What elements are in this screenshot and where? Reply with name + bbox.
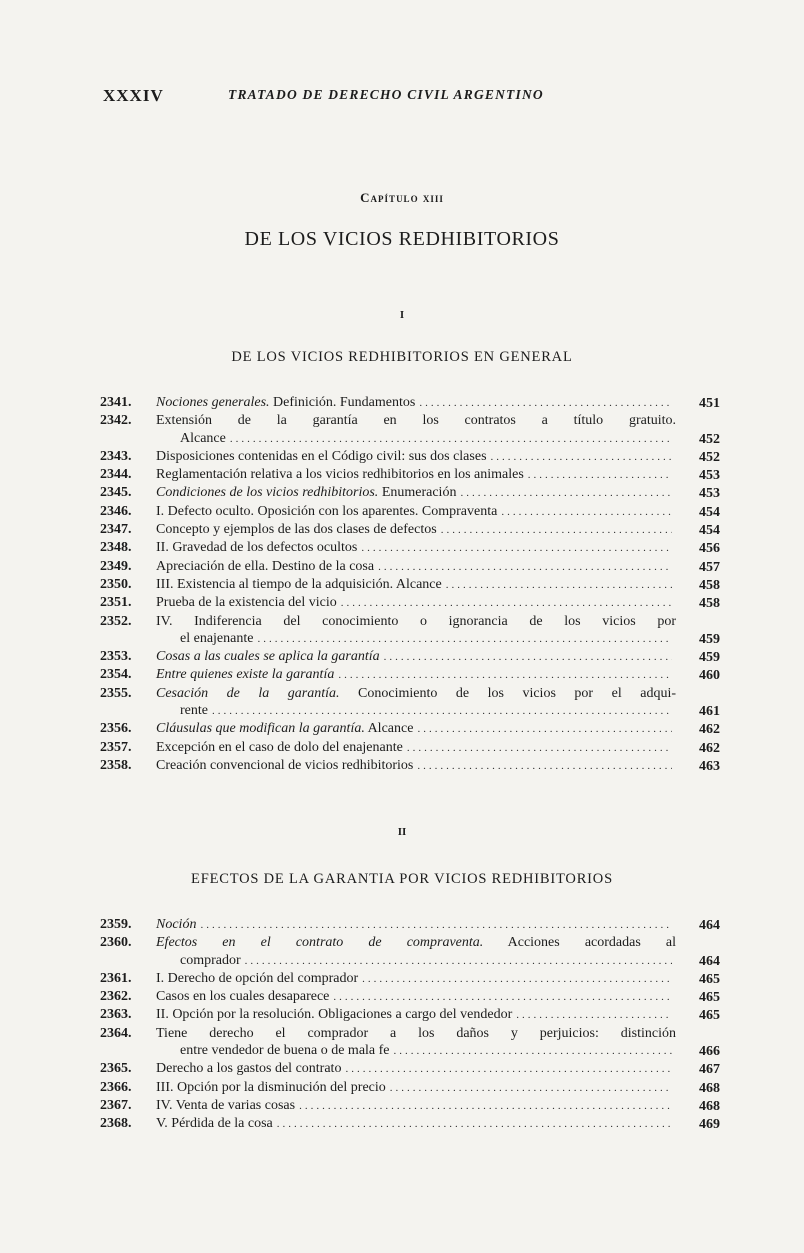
entry-page-number: 467 — [699, 1062, 720, 1078]
entry-page-number: 453 — [699, 468, 720, 484]
entry-text: I. Derecho de opción del comprador — [156, 970, 359, 986]
entry-number: 2345. — [100, 485, 132, 501]
leader-dots — [338, 667, 672, 684]
entry-page-number: 460 — [699, 668, 720, 684]
entry-number: 2347. — [100, 522, 132, 538]
leader-dots — [384, 649, 672, 666]
toc-entry — [100, 539, 720, 557]
folio: XXXIV — [103, 86, 164, 105]
entry-page-number: 457 — [699, 559, 720, 575]
entry-text: Casos en los cuales desaparece — [156, 989, 330, 1005]
leader-dots — [407, 740, 672, 757]
entry-number: 2353. — [100, 649, 132, 665]
entry-page-number: 466 — [699, 1044, 720, 1060]
toc-entry — [100, 466, 720, 484]
leader-dots — [200, 917, 672, 934]
entry-text: Excepción en el caso de dolo del enajenante — [156, 739, 403, 755]
leader-dots — [501, 504, 672, 521]
entry-number: 2346. — [100, 503, 132, 519]
entry-text: Concepto y ejemplos de las dos clases de defectos — [156, 522, 437, 538]
entry-number: 2357. — [100, 739, 132, 755]
entry-number: 2367. — [100, 1097, 132, 1113]
leader-dots — [341, 595, 672, 612]
entry-page-number: 452 — [699, 449, 720, 465]
section-number: I — [399, 309, 405, 321]
leader-dots — [528, 467, 672, 484]
entry-italic-title: Cláusulas que modifican la garantía. — [156, 721, 365, 737]
entry-text: III. Opción por la disminución del precio — [156, 1079, 386, 1095]
leader-dots — [230, 431, 672, 448]
entry-text: Conocimiento de los vicios por el adqui- — [339, 685, 676, 701]
entry-page-number: 454 — [699, 504, 720, 520]
toc-entry — [100, 685, 720, 721]
leader-dots — [333, 989, 672, 1006]
leader-dots — [516, 1007, 672, 1024]
entry-page-number: 454 — [699, 523, 720, 539]
toc-list — [100, 394, 720, 775]
toc-entry — [100, 757, 720, 775]
entry-number: 2355. — [100, 685, 132, 701]
toc-entry — [100, 594, 720, 612]
entry-page-number: 468 — [699, 1098, 720, 1114]
toc-entry — [100, 613, 720, 649]
entry-text: Reglamentación relativa a los vicios redhibitorios en los animales — [156, 467, 524, 483]
entry-number: 2363. — [100, 1007, 132, 1023]
toc-entry — [100, 558, 720, 576]
entry-text: II. Gravedad de los defectos ocultos — [156, 540, 358, 556]
leader-dots — [460, 485, 672, 502]
entry-text: Prueba de la existencia del vicio — [156, 595, 337, 611]
leader-dots — [257, 631, 672, 648]
leader-dots — [245, 953, 672, 970]
entry-italic-title: Condiciones de los vicios redhibitorios. — [156, 485, 379, 501]
entry-text: V. Pérdida de la cosa — [156, 1116, 273, 1132]
leader-dots — [212, 703, 672, 720]
entry-page-number: 465 — [699, 1008, 720, 1024]
entry-page-number: 462 — [699, 740, 720, 756]
toc-entry — [100, 1115, 720, 1133]
entry-text: Disposiciones contenidas en el Código civil: sus dos clases — [156, 448, 487, 464]
entry-page-number: 464 — [699, 918, 720, 933]
entry-italic-title: Entre quienes existe la garantía — [156, 667, 335, 683]
entry-text: IV. Venta de varias cosas — [156, 1097, 296, 1113]
entry-number: 2366. — [100, 1079, 132, 1095]
leader-dots — [441, 522, 672, 539]
section-title: DE LOS VICIOS REDHIBITORIOS EN GENERAL — [231, 349, 573, 365]
entry-text: entre vendedor de buena o de mala fe — [180, 1043, 390, 1059]
chapter-title: DE LOS VICIOS REDHIBITORIOS — [244, 228, 560, 250]
entry-page-number: 469 — [699, 1117, 720, 1133]
toc-entry — [100, 970, 720, 988]
entry-number: 2352. — [100, 613, 132, 629]
entry-number: 2341. — [100, 395, 132, 410]
section-number: II — [397, 826, 407, 838]
toc-entry — [100, 576, 720, 594]
entry-text: Alcance — [364, 721, 414, 737]
entry-number: 2368. — [100, 1116, 132, 1132]
entry-number: 2348. — [100, 540, 132, 556]
entry-page-number: 453 — [699, 486, 720, 502]
entry-text: Acciones acordadas al — [483, 935, 676, 951]
entry-italic-title: Nociones generales. — [156, 395, 270, 410]
toc-entry — [100, 484, 720, 502]
leader-dots — [491, 449, 672, 466]
toc-entry — [100, 412, 720, 448]
leader-dots — [277, 1116, 672, 1133]
leader-dots — [361, 540, 672, 557]
entry-text: Extensión de la garantía en los contratos a título gratuito. — [156, 413, 676, 429]
entry-page-number: 456 — [699, 541, 720, 557]
entry-number: 2358. — [100, 757, 132, 773]
entry-page-number: 458 — [699, 577, 720, 593]
toc-entry — [100, 739, 720, 757]
running-title: TRATADO DE DERECHO CIVIL ARGENTINO — [228, 87, 544, 102]
entry-number: 2351. — [100, 595, 132, 611]
toc-entry — [100, 916, 720, 934]
toc-list — [100, 916, 720, 1134]
entry-number: 2360. — [100, 935, 132, 951]
entry-page-number: 459 — [699, 650, 720, 666]
toc-entry — [100, 1097, 720, 1115]
leader-dots — [390, 1080, 672, 1097]
entry-text: I. Defecto oculto. Oposición con los aparentes. Compraventa — [156, 503, 498, 519]
section-title: EFECTOS DE LA GARANTIA POR VICIOS REDHIBITORIOS — [191, 871, 613, 887]
toc-entry — [100, 1006, 720, 1024]
entry-number: 2343. — [100, 448, 132, 464]
entry-number: 2361. — [100, 970, 132, 986]
entry-page-number: 461 — [699, 704, 720, 720]
entry-text: Creación convencional de vicios redhibitorios — [156, 757, 414, 773]
entry-text: rente — [180, 703, 208, 719]
entry-page-number: 462 — [699, 722, 720, 738]
entry-number: 2354. — [100, 667, 132, 683]
entry-italic-title: Cesación de la garantía. — [156, 685, 340, 701]
entry-text: Enumeración — [378, 485, 457, 501]
entry-page-number: 465 — [699, 990, 720, 1006]
toc-entry — [100, 448, 720, 466]
leader-dots — [446, 577, 672, 594]
toc-entry — [100, 648, 720, 666]
toc-entry — [100, 934, 720, 970]
entry-page-number: 468 — [699, 1080, 720, 1096]
entry-page-number: 452 — [699, 431, 720, 447]
leader-dots — [362, 971, 672, 988]
leader-dots — [345, 1061, 672, 1078]
toc-entry — [100, 503, 720, 521]
leader-dots — [394, 1043, 672, 1060]
toc-entry — [100, 1025, 720, 1061]
entry-number: 2350. — [100, 576, 132, 592]
entry-number: 2365. — [100, 1061, 132, 1077]
toc-entry — [100, 720, 720, 738]
toc-entry — [100, 988, 720, 1006]
entry-number: 2344. — [100, 467, 132, 483]
toc-entry — [100, 1060, 720, 1078]
entry-page-number: 458 — [699, 596, 720, 612]
entry-page-number: 451 — [699, 396, 720, 411]
entry-page-number: 464 — [699, 953, 720, 969]
entry-text: comprador — [180, 952, 241, 968]
entry-number: 2349. — [100, 558, 132, 574]
entry-italic-title: Efectos en el contrato de compraventa. — [156, 935, 484, 951]
entry-text: Apreciación de ella. Destino de la cosa — [156, 558, 375, 574]
entry-page-number: 459 — [699, 631, 720, 647]
leader-dots — [417, 721, 672, 738]
entry-number: 2342. — [100, 413, 132, 429]
entry-number: 2362. — [100, 989, 132, 1005]
toc-entry — [100, 1079, 720, 1097]
entry-page-number: 463 — [699, 758, 720, 774]
entry-text: II. Opción por la resolución. Obligaciones a cargo del vendedor — [156, 1007, 513, 1023]
entry-text: III. Existencia al tiempo de la adquisición. Alcance — [156, 576, 442, 592]
entry-text: Alcance — [180, 430, 226, 446]
entry-number: 2359. — [100, 917, 132, 932]
entry-text: Tiene derecho el comprador a los daños y perjuicios: distinción — [156, 1025, 676, 1041]
entry-text: el enajenante — [180, 630, 254, 646]
leader-dots — [419, 395, 672, 412]
leader-dots — [378, 559, 672, 576]
entry-text: Derecho a los gastos del contrato — [156, 1061, 342, 1077]
leader-dots — [299, 1098, 672, 1115]
toc-entry — [100, 666, 720, 684]
entry-italic-title: Cosas a las cuales se aplica la garantía — [156, 649, 380, 665]
entry-number: 2356. — [100, 721, 132, 737]
entry-italic-title: Noción — [156, 917, 197, 932]
entry-number: 2364. — [100, 1025, 132, 1041]
toc-entry — [100, 521, 720, 539]
entry-page-number: 465 — [699, 971, 720, 987]
chapter-label: Capítulo xiii — [360, 190, 444, 205]
toc-entry — [100, 394, 720, 412]
entry-text: IV. Indiferencia del conocimiento o ignorancia de los vicios por — [156, 613, 676, 629]
entry-text: Definición. Fundamentos — [269, 395, 416, 410]
leader-dots — [417, 758, 672, 775]
